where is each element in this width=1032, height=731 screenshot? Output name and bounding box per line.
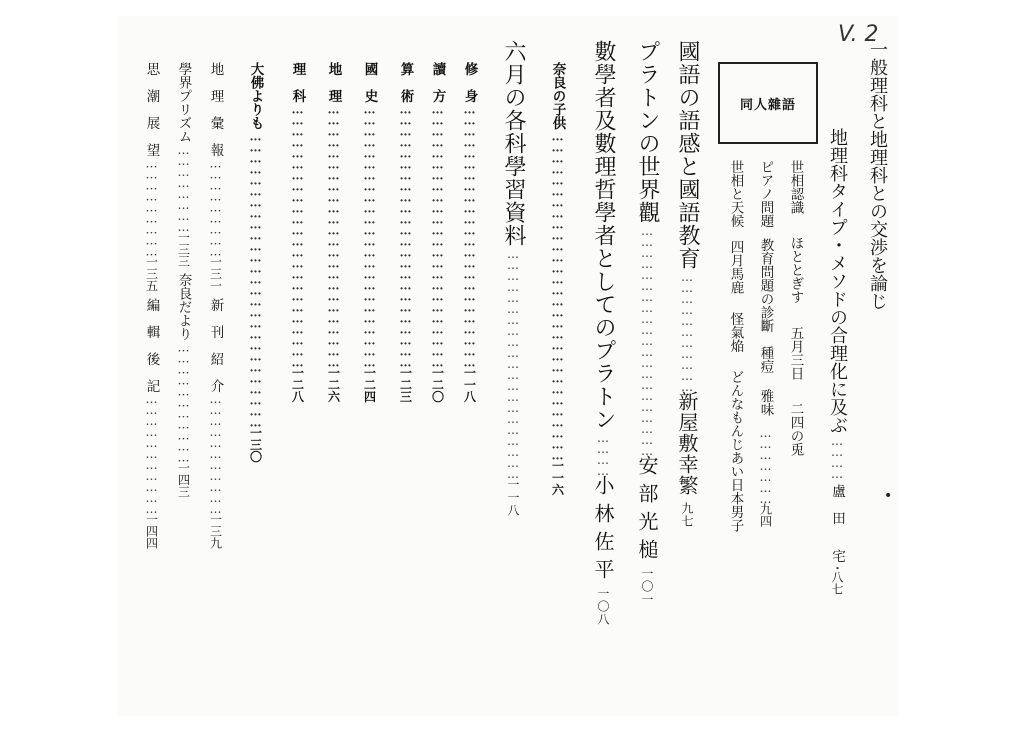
article6-page: 一一八 [506,478,520,517]
subject-row: 理 科………………………………………………………………一二八 [289,62,306,403]
article1-title-line2: 地理科タイプ・メソドの合理化に及ぶ…………盧 田宅・八七 [827,128,848,595]
article2-title: 國語の語感と國語教育 [675,40,700,270]
article5: 奈良の子供………………………………………………………………………………一一六 [549,62,566,496]
article6-title: 六月の各科學習資料 [501,40,526,247]
subject-row: 算 術………………………………………………………………一二三 [397,62,414,403]
zatsugo-col1: 世相認識ほととぎす五月三日二四の兎 [787,160,804,456]
article1-author: 盧 田 [829,484,845,525]
article4-author: 小林佐平 [591,475,615,587]
article3-page: 一〇一 [640,567,654,606]
article4: 數學者及數理哲學者としてのプラトン…………小林佐平一〇八 [591,40,616,626]
misc-row-2: 學界プリズム……………………一三三奈良だより……………………………一四三 [175,62,192,498]
article2-page: 九七 [680,502,694,528]
article2-author: 新屋敷幸繁 [675,391,699,496]
box-label: 同人雜語 [739,97,796,113]
zatsugo-page: 九四 [758,503,773,527]
daibutsu-page: 一三〇 [248,426,263,463]
daibutsu-title: 大佛よりも [247,62,264,130]
misc-row-1: 地 理 彙 報………………………一三一新 刊 紹 介……………………………一三九 [207,62,224,549]
article2: 國語の語感と國語教育……………………………新屋敷幸繁九七 [675,40,700,528]
article4-title: 數學者及數理哲學者としてのプラトン [591,40,616,431]
subject-row: 國 史………………………………………………………………一二四 [361,62,378,403]
article3: プラトンの世界觀………………………………………………………安部光槌一〇一 [635,40,660,606]
doujin-zatsugo-box [718,62,818,144]
article6: 六月の各科學習資料………………………………………………………一一八 [501,40,526,517]
article4-page: 一〇八 [596,587,610,626]
article1-page: 八七 [830,571,844,595]
article5-page: 一一六 [550,459,565,496]
zatsugo-col3: 世相と天候四月馬鹿怪氣焔どんなもんじあい日本男子 [727,160,744,532]
subject-row: 修 身………………………………………………………………一一八 [461,62,478,403]
misc-row-3: 思 潮 展 望………………………一三五編 輯 後 記……………………………一四四 [143,62,160,549]
subject-row: 讀 方………………………………………………………………一二〇 [429,62,446,403]
zatsugo-col2: ピアノ問題教育問題の診斷種痘雅味…………………九四 [757,160,774,527]
handwritten-volume-mark: V. 2 [838,22,879,47]
article3-author: 安部光槌 [635,455,659,567]
article1-title-line1: 一般理科と地理科との交渉を論じ [867,40,888,310]
article3-title: プラトンの世界觀 [635,40,660,224]
dot-mark: • [884,488,893,504]
daibutsu: 大佛よりも………………………………………………………………………一三〇 [247,62,264,463]
subject-row: 地 理………………………………………………………………一二六 [325,62,342,403]
article5-title: 奈良の子供 [549,62,566,130]
